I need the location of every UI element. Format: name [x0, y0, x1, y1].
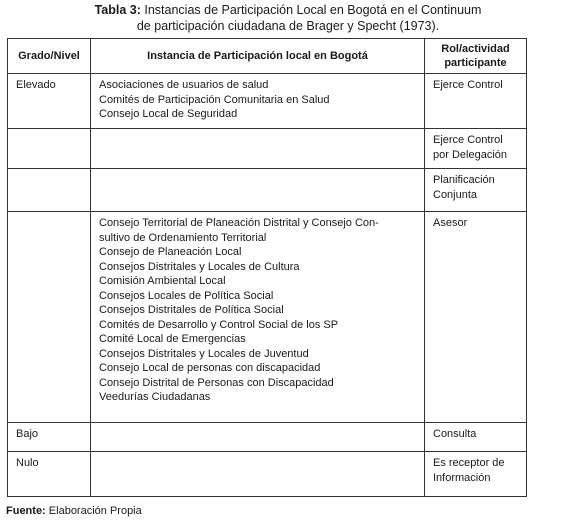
- instancia-item: Comisión Ambiental Local: [99, 275, 226, 287]
- source-note: [6, 505, 142, 517]
- cell-rol: [425, 129, 527, 169]
- cell-instancias: [91, 74, 425, 129]
- cell-grado: [8, 212, 91, 423]
- cell-grado: [8, 129, 91, 169]
- header-instancia: Instancia de Participación local en Bogotá: [91, 39, 425, 74]
- rol-line: Es receptor de: [433, 457, 505, 469]
- table-caption: [0, 2, 576, 34]
- instancia-item: Comités de Participación Comunitaria en Salud: [99, 93, 330, 106]
- instancia-item: Asociaciones de usuarios de salud: [99, 79, 269, 91]
- instancia-item: sultivo de Ordenamiento Territorial: [99, 231, 267, 244]
- header-rol-line-1: Rol/actividad: [441, 42, 510, 55]
- instancia-item: Consejo Distrital de Personas con Discapacidad: [99, 376, 334, 389]
- cell-rol: [425, 212, 527, 423]
- table-row: [8, 212, 527, 423]
- cell-instancias: [91, 452, 425, 497]
- instancia-item: Consejos Distritales y Locales de Juventud: [99, 347, 309, 360]
- rol-line: por Delegación: [433, 148, 507, 161]
- cell-instancias: [91, 423, 425, 452]
- header-rol-line-2: participante: [444, 57, 507, 69]
- table-row: [8, 423, 527, 452]
- instancia-item: Consejos Distritales y Locales de Cultura: [99, 260, 300, 273]
- instancia-item: Comités de Desarrollo y Control Social de los SP: [99, 318, 339, 331]
- source-text: Elaboración Propia: [48, 505, 142, 517]
- caption-line-2: de participación ciudadana de Brager y Specht (1973).: [136, 19, 440, 33]
- caption-line-1: [0, 2, 576, 18]
- instancia-item: Consejo Local de Seguridad: [99, 108, 238, 120]
- rol-line: Ejerce Control: [433, 79, 503, 91]
- rol-line: Planificación: [433, 174, 495, 186]
- participation-table: [7, 38, 527, 497]
- cell-grado: Elevado: [8, 74, 91, 129]
- cell-rol: [425, 423, 527, 452]
- table-body: [8, 74, 527, 497]
- table-row: [8, 129, 527, 169]
- table-row: [8, 169, 527, 212]
- cell-instancias: [91, 212, 425, 423]
- instancia-item: Consejos Locales de Política Social: [99, 289, 274, 302]
- cell-grado: Nulo: [8, 452, 91, 497]
- instancia-item: Consejos Distritales de Política Social: [99, 304, 284, 316]
- table-row: [8, 452, 527, 497]
- instancia-item: Comité Local de Emergencias: [99, 333, 246, 345]
- table-header-row: [8, 39, 527, 74]
- table-row: [8, 74, 527, 129]
- rol-line: Conjunta: [433, 188, 478, 201]
- cell-grado: [8, 169, 91, 212]
- cell-rol: [425, 452, 527, 497]
- instancia-item: Consejo Territorial de Planeación Distrital y Consejo Con-: [99, 217, 379, 229]
- cell-instancias: [91, 129, 425, 169]
- cell-rol: [425, 169, 527, 212]
- caption-label: Tabla 3:: [94, 3, 141, 17]
- instancia-item: Veedurías Ciudadanas: [99, 391, 211, 403]
- rol-line: Asesor: [433, 217, 468, 229]
- instancia-item: Consejo de Planeación Local: [99, 246, 242, 258]
- cell-instancias: [91, 169, 425, 212]
- header-rol: [425, 39, 527, 74]
- source-label: Fuente:: [6, 505, 46, 517]
- cell-rol: [425, 74, 527, 129]
- header-grado: Grado/Nivel: [8, 39, 91, 74]
- cell-grado: Bajo: [8, 423, 91, 452]
- rol-line: Información: [433, 471, 491, 484]
- instancia-item: Consejo Local de personas con discapacidad: [99, 362, 321, 374]
- caption-title-part-1: Instancias de Participación Local en Bogotá en el Continuum: [144, 3, 482, 17]
- rol-line: Consulta: [433, 428, 477, 440]
- rol-line: Ejerce Control: [433, 134, 503, 146]
